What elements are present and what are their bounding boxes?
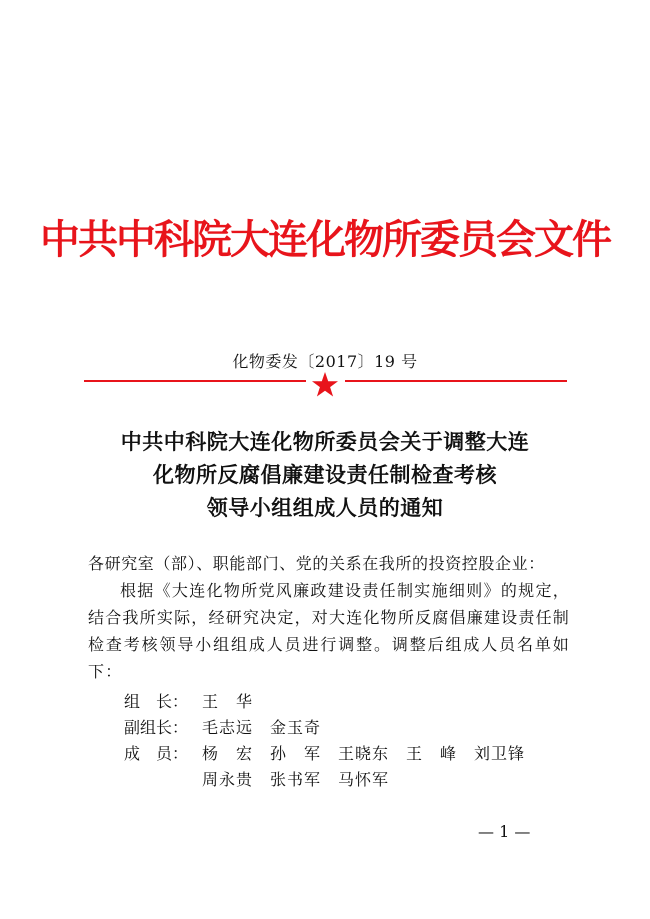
red-divider-right — [345, 380, 567, 382]
member-role: 成 员： — [124, 744, 189, 763]
member-role: 副组长： — [124, 718, 189, 737]
member-role: 组 长： — [124, 692, 189, 711]
red-divider-left — [84, 380, 306, 382]
page-number: — 1 — — [478, 822, 531, 841]
salutation: 各研究室（部）、职能部门、党的关系在我所的投资控股企业： — [88, 554, 545, 573]
member-names: 杨 宏 孙 军 王晓东 王 峰 刘卫锋 — [202, 744, 526, 763]
member-names: 王 华 — [202, 692, 254, 711]
member-row-members — [124, 742, 525, 766]
member-row-leader — [124, 690, 253, 714]
red-star-icon — [310, 370, 340, 400]
document-header-title: 中共中科院大连化物所委员会文件 — [40, 216, 610, 263]
body-paragraph: 根据《大连化物所党风廉政建设责任制实施细则》的规定，结合我所实际，经研究决定，对大连化物所反腐倡廉建设责任制检查考核领导小组组成人员进行调整。调整后组成人员名单如下： — [88, 581, 570, 681]
notice-title-line-1: 中共中科院大连化物所委员会关于调整大连 — [120, 429, 530, 454]
member-names-continued: 周永贵 张书军 马怀军 — [202, 770, 390, 789]
notice-title-line-2: 化物所反腐倡廉建设责任制检查考核 — [153, 462, 497, 487]
notice-title — [0, 425, 650, 524]
member-row-deputy — [124, 716, 321, 740]
member-names: 毛志远 金玉奇 — [202, 718, 322, 737]
notice-title-line-3: 领导小组组成人员的通知 — [206, 495, 444, 520]
document-number: 化物委发〔2017〕19 号 — [232, 352, 418, 371]
notice-body — [88, 550, 570, 685]
